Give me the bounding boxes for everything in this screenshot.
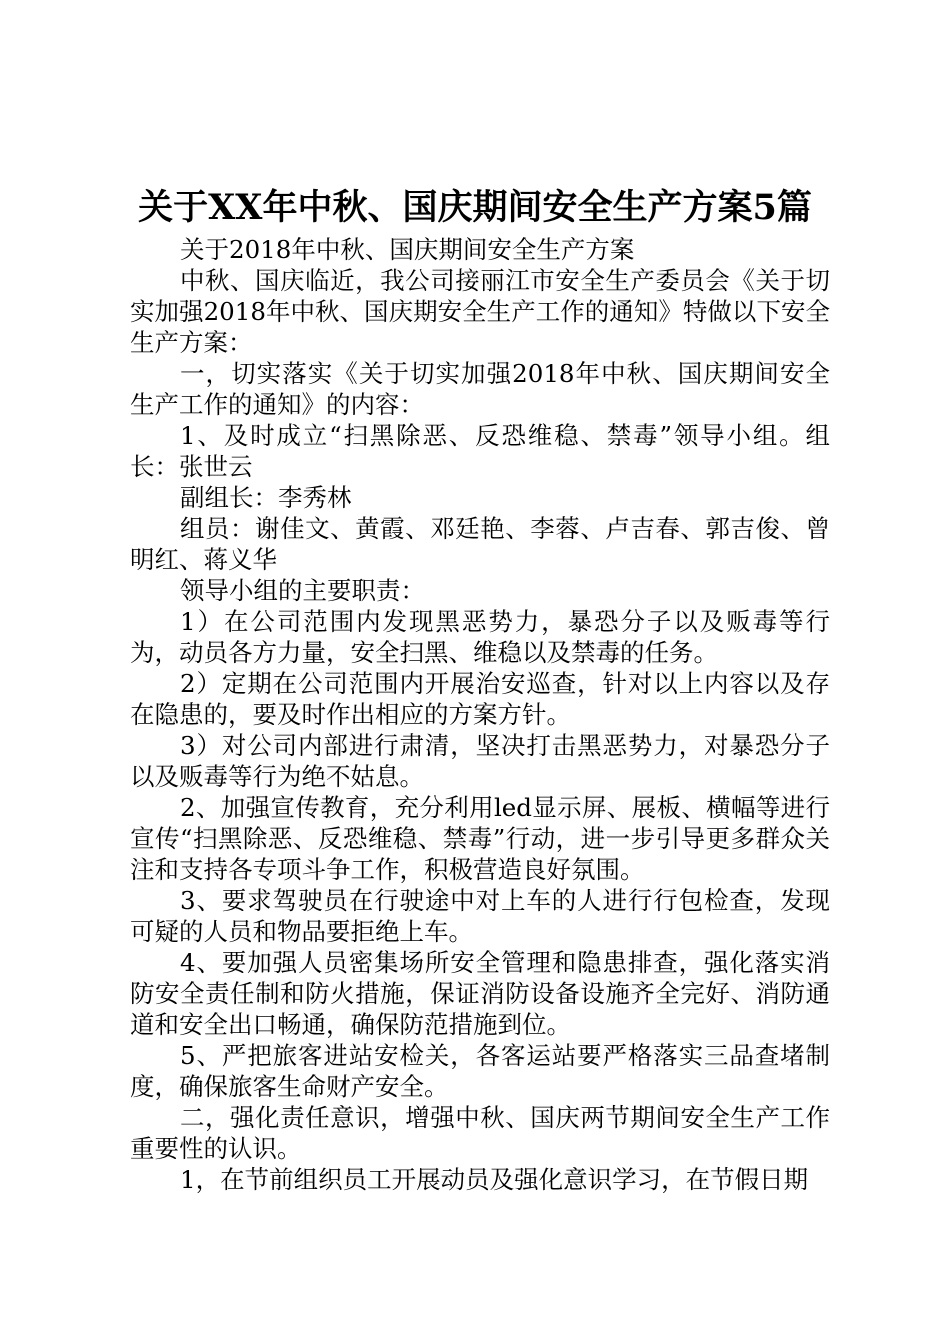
document-body <box>130 234 830 1195</box>
paragraph-intro: 中秋、国庆临近，我公司接丽江市安全生产委员会《关于切实加强2018年中秋、国庆期安全生产工作的通知》特做以下安全生产方案： <box>130 266 830 357</box>
paragraph-item-5: 5、严把旅客进站安检关，各客运站要严格落实三品查堵制度，确保旅客生命财产安全。 <box>130 1041 830 1101</box>
paragraph-item-2: 2、加强宣传教育，充分利用led显示屏、展板、横幅等进行宣传“扫黑除恶、反恐维稳、禁毒”行动，进一步引导更多群众关注和支持各专项斗争工作，积极营造良好氛围。 <box>130 793 830 884</box>
paragraph-item-4: 4、要加强人员密集场所安全管理和隐患排查，强化落实消防安全责任制和防火措施，保证消防设备设施齐全完好、消防通道和安全出口畅通，确保防范措施到位。 <box>130 948 830 1039</box>
paragraph-members: 组员：谢佳文、黄霞、邓廷艳、李蓉、卢吉春、郭吉俊、曾明红、蒋义华 <box>130 514 830 574</box>
paragraph-duty-2: 2）定期在公司范围内开展治安巡查，针对以上内容以及存在隐患的，要及时作出相应的方案方针。 <box>130 669 830 729</box>
paragraph-duty-1: 1）在公司范围内发现黑恶势力，暴恐分子以及贩毒等行为，动员各方力量，安全扫黑、维稳以及禁毒的任务。 <box>130 607 830 667</box>
paragraph-section-2-item-1: 1，在节前组织员工开展动员及强化意识学习，在节假日期 <box>180 1165 809 1194</box>
paragraph-deputy-leader: 副组长：李秀林 <box>180 483 352 512</box>
paragraph-item-3: 3、要求驾驶员在行驶途中对上车的人进行行包检查，发现可疑的人员和物品要拒绝上车。 <box>130 886 830 946</box>
paragraph-duties-heading: 领导小组的主要职责： <box>180 576 425 605</box>
paragraph-section-2-heading: 二，强化责任意识，增强中秋、国庆两节期间安全生产工作重要性的认识。 <box>130 1103 830 1163</box>
paragraph-section-1-heading: 一，切实落实《关于切实加强2018年中秋、国庆期间安全生产工作的通知》的内容： <box>130 359 830 419</box>
paragraph-duty-3: 3）对公司内部进行肃清，坚决打击黑恶势力，对暴恐分子以及贩毒等行为绝不姑息。 <box>130 731 830 791</box>
paragraph-subtitle: 关于2018年中秋、国庆期间安全生产方案 <box>180 235 635 264</box>
paragraph-item-1: 1、及时成立“扫黑除恶、反恐维稳、禁毒”领导小组。组长：张世云 <box>130 421 830 481</box>
document-title: 关于XX年中秋、国庆期间安全生产方案5篇 <box>138 187 812 228</box>
